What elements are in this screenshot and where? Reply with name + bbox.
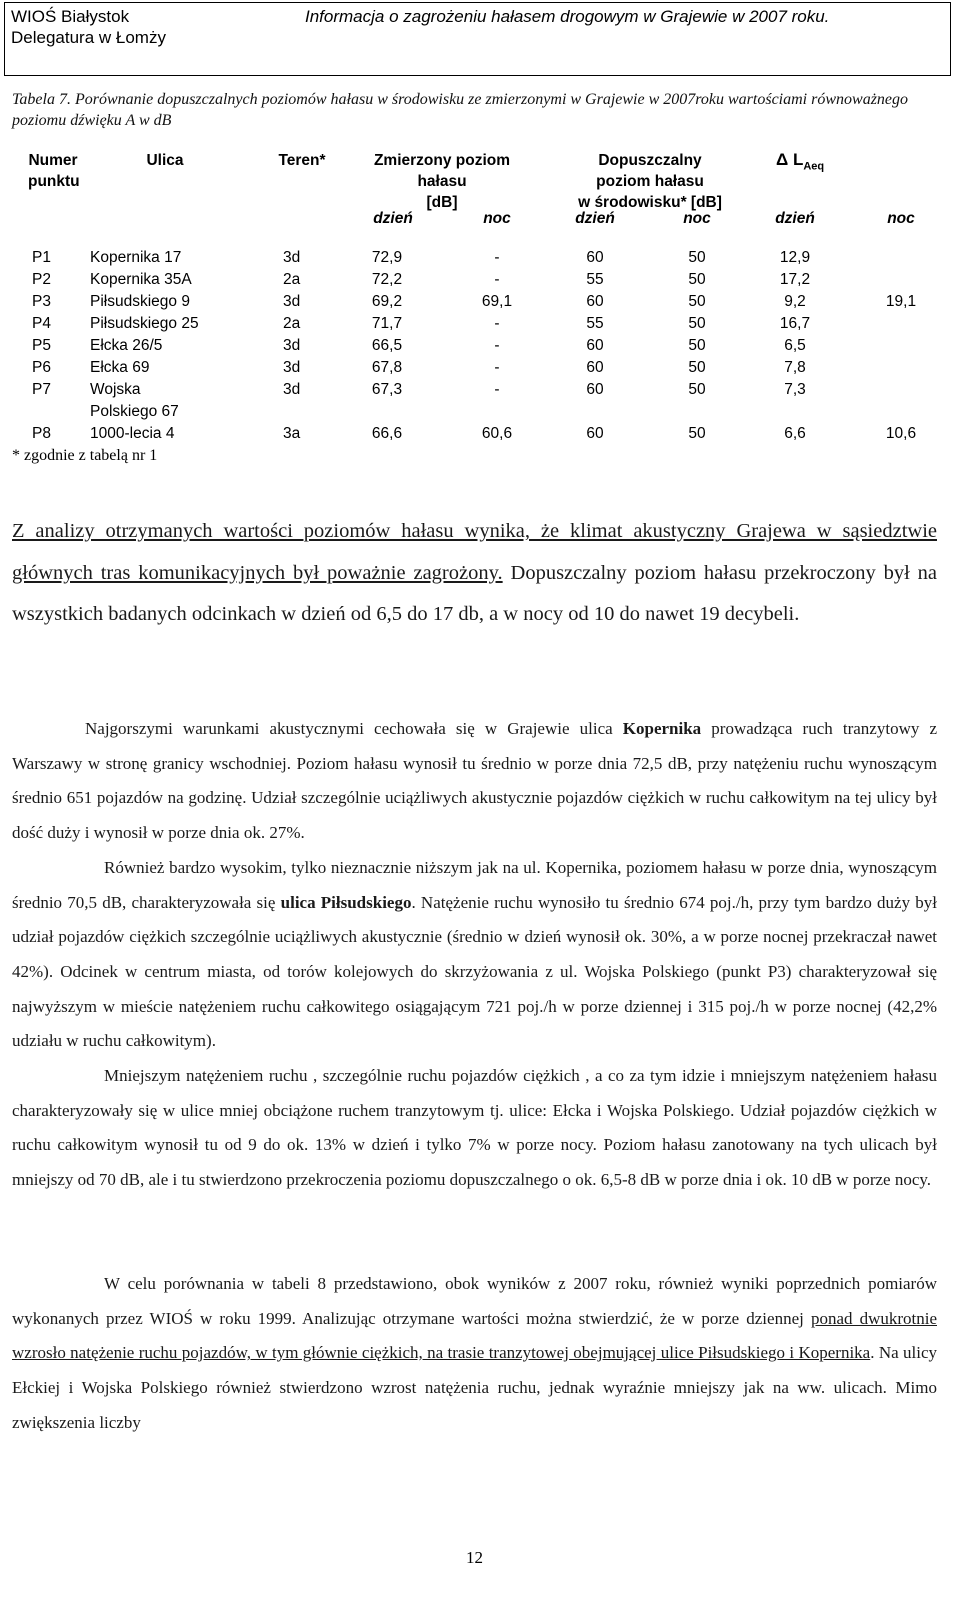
cell-allowed-day: 60 <box>586 425 604 442</box>
header-allowed-line1: Dopuszczalny <box>598 152 702 169</box>
header-delta-laeq <box>776 150 824 172</box>
header-area: Teren* <box>278 152 326 169</box>
cell-point: P4 <box>32 315 51 332</box>
table-row <box>0 247 960 269</box>
cell-delta-night: 10,6 <box>885 425 917 442</box>
cell-delta-day: 16,7 <box>779 315 811 332</box>
cell-measured-night: - <box>494 271 500 288</box>
header-measured-line1: Zmierzony poziom <box>373 152 511 169</box>
table-row <box>0 313 960 335</box>
paragraph-spacer <box>12 1198 937 1267</box>
header-point-line2: punktu <box>28 173 80 190</box>
cell-allowed-day: 60 <box>586 381 604 398</box>
paragraph-comparison <box>12 1267 937 1441</box>
table-footnote: * zgodnie z tabelą nr 1 <box>12 447 158 464</box>
sub-header-measured-day: dzień <box>373 210 413 227</box>
body-text <box>12 712 937 1440</box>
cell-street: Kopernika 35A <box>90 271 192 288</box>
delta-main: L <box>792 150 804 169</box>
header-measured-line2: hałasu <box>417 173 467 190</box>
paragraph-text: . Natężenie ruchu wynosiło tu średnio 674 poj./h, przy tym bardzo duży był udział pojazdów ciężkich szczególnie uciążliwych akustycznie (średnio w dzień wynosił ok. 30%, a w porze nocnej przekraczał nawet 42%). Odcinek w centrum miasta, od torów kolejowych do skrzyżowania z ul. Wojska Polskiego (punkt P3) charakteryzował się najwyższym w mieście natężeniem ruchu całkowitego osiągającym 721 poj./h w porze dziennej i 315 poj./h w porze nocnej (42,2% udziału w ruchu całkowitym). <box>12 892 938 1051</box>
cell-area: 3a <box>283 425 301 442</box>
header-point <box>28 150 78 192</box>
cell-measured-night: - <box>494 381 500 398</box>
underlined-text: ponad dwukrotnie wzrosło natężenie ruchu pojazdów, w tym głównie ciężkich, na trasie tranzytowej obejmującej ulice Piłsudskiego i Kopernika <box>12 1308 937 1363</box>
cell-measured-day: 66,5 <box>371 337 403 354</box>
table-row <box>0 423 960 445</box>
cell-delta-day: 17,2 <box>779 271 811 288</box>
cell-street: Kopernika 17 <box>90 249 182 266</box>
page-header <box>4 2 951 76</box>
paragraph-text: Najgorszymi warunkami akustycznymi cechowała się w Grajewie ulica <box>85 719 623 738</box>
cell-allowed-day: 60 <box>586 359 604 376</box>
cell-allowed-night: 50 <box>688 425 706 442</box>
cell-point: P5 <box>32 337 51 354</box>
cell-delta-day: 7,3 <box>784 381 806 398</box>
table-row <box>0 379 960 423</box>
cell-point: P3 <box>32 293 51 310</box>
cell-measured-day: 67,8 <box>371 359 403 376</box>
cell-street: Ełcka 69 <box>90 359 150 376</box>
cell-point: P7 <box>32 381 51 398</box>
header-title: Informacja o zagrożeniu hałasem drogowym w Grajewie w 2007 roku. <box>305 7 830 26</box>
summary-paragraph <box>12 511 937 636</box>
cell-allowed-day: 60 <box>586 337 604 354</box>
cell-measured-day: 66,6 <box>371 425 403 442</box>
cell-allowed-night: 50 <box>688 381 706 398</box>
cell-street: Piłsudskiego 25 <box>90 315 199 332</box>
cell-street: Ełcka 26/5 <box>90 337 163 354</box>
cell-measured-day: 71,7 <box>371 315 403 332</box>
cell-allowed-night: 50 <box>688 293 706 310</box>
table-row <box>0 291 960 313</box>
header-point-line1: Numer <box>28 152 78 169</box>
cell-area: 3d <box>283 249 301 266</box>
table-row <box>0 335 960 357</box>
delta-symbol: Δ <box>776 150 789 169</box>
cell-measured-day: 67,3 <box>371 381 403 398</box>
cell-street-line2: Polskiego 67 <box>90 403 179 420</box>
summary-underlined-text: Z analizy otrzymanych wartości poziomów hałasu wynika, że klimat akustyczny Grajewa w sąsiedztwie głównych tras komunikacyjnych był poważnie zagrożony. <box>12 520 937 584</box>
cell-delta-day: 7,8 <box>784 359 806 376</box>
cell-allowed-night: 50 <box>688 315 706 332</box>
cell-point: P6 <box>32 359 51 376</box>
cell-measured-night: - <box>494 315 500 332</box>
paragraph-minor-streets: Mniejszym natężeniem ruchu , szczególnie ruchu pojazdów ciężkich , a co za tym idzie i mniejszym natężeniem hałasu charakteryzowały się w ulice mniej obciążone ruchem tranzytowym tj. ulice: Ełcka i Wojska Polskiego. Udział pojazdów ciężkich w ruchu całkowitym wynosił tu od 9 do ok. 13% w dzień i tylko 7% w porze nocy. Poziom hałasu zanotowany na tych ulicach był mniejszy od 70 dB, ale i tu stwierdzono przekroczenia poziomu dopuszczalnego o ok. 6,5-8 dB w porze dnia i ok. 10 dB w porze nocy. <box>12 1066 937 1190</box>
bold-street-name: Kopernika <box>622 719 702 738</box>
cell-area: 2a <box>283 271 301 288</box>
header-street: Ulica <box>146 152 184 169</box>
paragraph-text: prowadząca ruch tranzytowy z Warszawy w stronę granicy wschodniej. Poziom hałasu wynosił tu średnio w porze dnia 72,5 dB, przy natężeniu ruchu wynoszącym średnio 651 pojazdów na godzinę. Udział szczególnie uciążliwych akustycznie pojazdów ciężkich w ruchu całkowitym na tej ulicy był dość duży i wynosił w porze dnia ok. 27%. <box>12 719 937 843</box>
cell-area: 3d <box>283 359 301 376</box>
cell-delta-night: 19,1 <box>885 293 917 310</box>
paragraph-text: . Na ulicy Ełckiej i Wojska Polskiego również stwierdzono wzrost natężenia ruchu, jednak wyraźnie mniejszy jak na ww. ulicach. Mimo zwiększenia liczby <box>12 1343 937 1432</box>
cell-measured-night: - <box>494 359 500 376</box>
cell-street: Piłsudskiego 9 <box>90 293 190 310</box>
cell-measured-day: 72,2 <box>371 271 403 288</box>
page-number: 12 <box>466 1548 483 1567</box>
cell-allowed-day: 60 <box>586 249 604 266</box>
cell-measured-day: 72,9 <box>371 249 403 266</box>
cell-allowed-day: 55 <box>586 315 604 332</box>
cell-measured-night: 60,6 <box>481 425 513 442</box>
cell-measured-night: 69,1 <box>481 293 513 310</box>
header-org-line1: WIOŚ Białystok <box>11 7 130 26</box>
sub-header-allowed-night: noc <box>683 210 711 227</box>
cell-area: 2a <box>283 315 301 332</box>
paragraph-pilsudskiego <box>12 851 937 1059</box>
cell-delta-day: 9,2 <box>784 293 806 310</box>
sub-header-measured-night: noc <box>483 210 511 227</box>
table-row <box>0 357 960 379</box>
cell-area: 3d <box>283 337 301 354</box>
header-measured <box>357 150 527 213</box>
bold-street-name: ulica Piłsudskiego <box>280 892 412 912</box>
cell-measured-day: 69,2 <box>371 293 403 310</box>
cell-delta-day: 6,6 <box>784 425 806 442</box>
cell-street: Wojska <box>90 381 141 398</box>
cell-measured-night: - <box>494 337 500 354</box>
paragraph-text: Również bardzo wysokim, tylko nieznacznie niższym jak na ul. Kopernika, poziomem hałasu w porze dnia, wynoszącym średnio 70,5 dB, charakteryzowała się <box>12 857 937 912</box>
header-allowed-line3: w środowisku* [dB] <box>578 194 722 211</box>
cell-point: P2 <box>32 271 51 288</box>
cell-allowed-night: 50 <box>688 337 706 354</box>
cell-point: P1 <box>32 249 51 266</box>
summary-text: Dopuszczalny poziom hałasu przekroczony był na wszystkich badanych odcinkach w dzień od 6,5 do 17 db, a w nocy od 10 do nawet 19 decybeli. <box>12 561 937 625</box>
sub-header-delta-day: dzień <box>775 210 815 227</box>
cell-street: 1000-lecia 4 <box>90 425 175 442</box>
cell-point: P8 <box>32 425 51 442</box>
cell-area: 3d <box>283 293 301 310</box>
table-row <box>0 269 960 291</box>
delta-subscript: Aeq <box>803 160 825 173</box>
paragraph-text: W celu porównania w tabeli 8 przedstawiono, obok wyników z 2007 roku, również wyniki poprzednich pomiarów wykonanych przez WIOŚ w roku 1999. Analizując otrzymane wartości można stwierdzić, że w porze dziennej <box>12 1273 937 1328</box>
cell-allowed-night: 50 <box>688 249 706 266</box>
paragraph-kopernika <box>12 712 937 851</box>
cell-area: 3d <box>283 381 301 398</box>
header-organization <box>11 6 166 48</box>
header-measured-line3: [dB] <box>426 194 458 211</box>
cell-allowed-day: 60 <box>586 293 604 310</box>
cell-allowed-night: 50 <box>688 271 706 288</box>
sub-header-delta-night: noc <box>887 210 915 227</box>
cell-delta-day: 6,5 <box>784 337 806 354</box>
cell-allowed-night: 50 <box>688 359 706 376</box>
table-caption: Tabela 7. Porównanie dopuszczalnych poziomów hałasu w środowisku ze zmierzonymi w Grajewie w 2007roku wartościami równoważnego poziomu dźwięku A w dB <box>12 91 909 129</box>
header-allowed <box>560 150 740 213</box>
cell-delta-day: 12,9 <box>779 249 811 266</box>
cell-measured-night: - <box>494 249 500 266</box>
header-org-line2: Delegatura w Łomży <box>11 28 166 47</box>
cell-allowed-day: 55 <box>586 271 604 288</box>
header-allowed-line2: poziom hałasu <box>596 173 704 190</box>
sub-header-allowed-day: dzień <box>575 210 615 227</box>
